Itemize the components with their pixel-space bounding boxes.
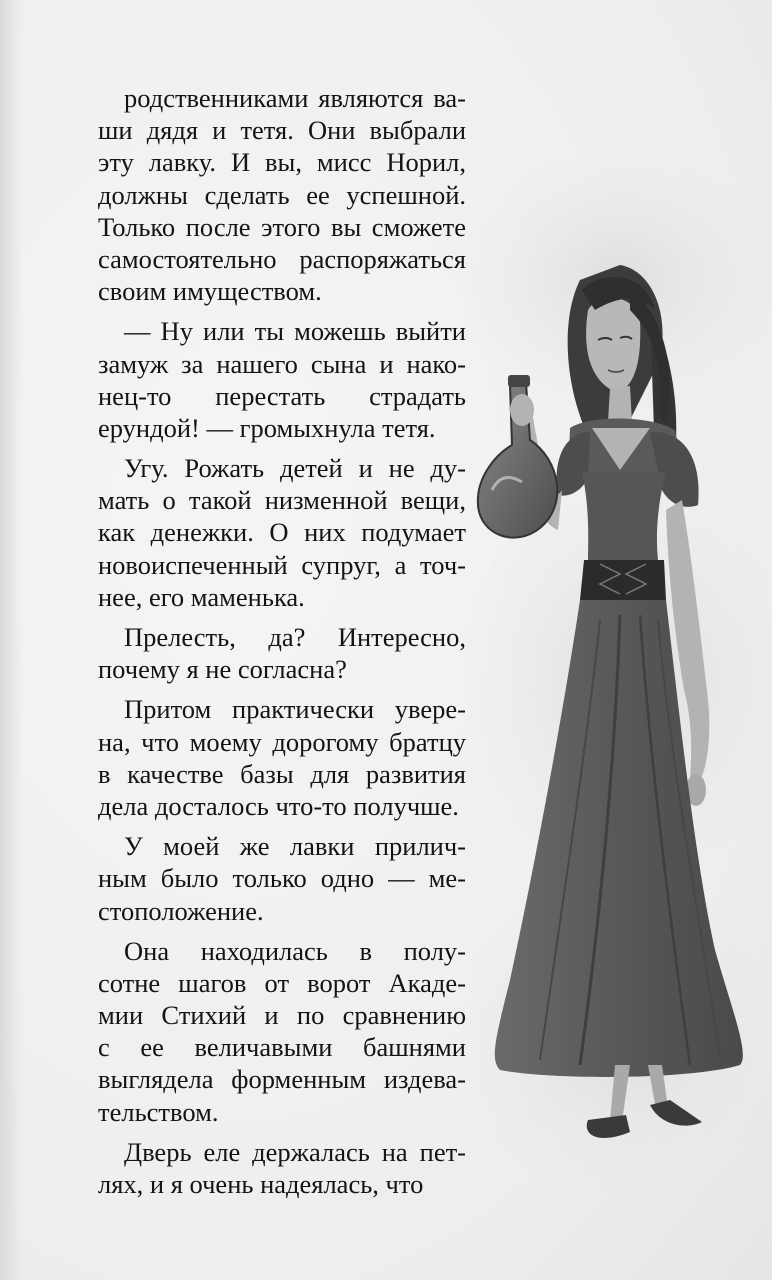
text-line: в качестве базы для развития [98, 758, 466, 789]
text-line: нее, его маменька. [98, 581, 305, 612]
text-line: почему я не согласна? [98, 654, 347, 685]
paragraph [98, 621, 466, 685]
text-line: Только после этого вы сможете [98, 211, 466, 242]
text-column [98, 82, 466, 1208]
text-line: тельством. [98, 1096, 219, 1127]
text-line: ным было только одно — ме- [98, 863, 466, 894]
text-line: самостоятельно распоряжаться [98, 243, 466, 274]
text-line: Дверь еле держалась на пет- [124, 1136, 466, 1167]
text-line: Притом практически увере- [124, 694, 466, 725]
text-line: сотне шагов от ворот Акаде- [98, 967, 466, 998]
text-line: мии Стихий и по сравнению [98, 1000, 466, 1031]
paragraph [98, 935, 466, 1128]
text-line: ерундой! — громыхнула тетя. [98, 412, 436, 443]
text-line: выглядела форменным издева- [98, 1064, 466, 1095]
text-line: Угу. Рожать детей и не ду- [124, 453, 466, 484]
paragraph [98, 82, 466, 307]
spine-shadow [0, 0, 22, 1280]
text-line: нец-то перестать страдать [98, 380, 466, 411]
paragraph [98, 693, 466, 822]
text-line: своим имуществом. [98, 276, 322, 307]
text-line: стоположение. [98, 895, 264, 926]
text-line: У моей же лавки прилич- [124, 831, 466, 862]
text-line: как денежки. О них подумает [98, 517, 466, 548]
woman-with-flask-icon [470, 160, 772, 1280]
text-line: Прелесть, да? Интересно, [124, 622, 466, 652]
text-line: на, что моему дорогому братцу [98, 726, 466, 757]
text-line: эту лавку. И вы, мисс Норил, [98, 147, 466, 178]
paragraph [98, 830, 466, 927]
text-line: — Ну или ты можешь выйти [124, 316, 466, 347]
text-line: с ее величавыми башнями [98, 1032, 466, 1063]
paragraph [98, 315, 466, 444]
text-line: родственниками являются ва- [124, 83, 466, 113]
text-line: дела досталось что-то получше. [98, 790, 459, 821]
illustration-woman-with-flask [470, 160, 772, 1280]
text-line: новоиспеченный супруг, а точ- [98, 549, 466, 580]
text-line: лях, и я очень надеялась, что [98, 1169, 424, 1199]
paragraph [98, 1136, 466, 1200]
text-line: Она находилась в полу- [124, 935, 466, 966]
text-line: ши дядя и тетя. Они выбрали [98, 115, 466, 146]
text-line: мать о такой низменной вещи, [98, 485, 466, 516]
paragraph [98, 452, 466, 613]
text-line: должны сделать ее успешной. [98, 179, 466, 210]
text-line: замуж за нашего сына и нако- [98, 348, 466, 379]
